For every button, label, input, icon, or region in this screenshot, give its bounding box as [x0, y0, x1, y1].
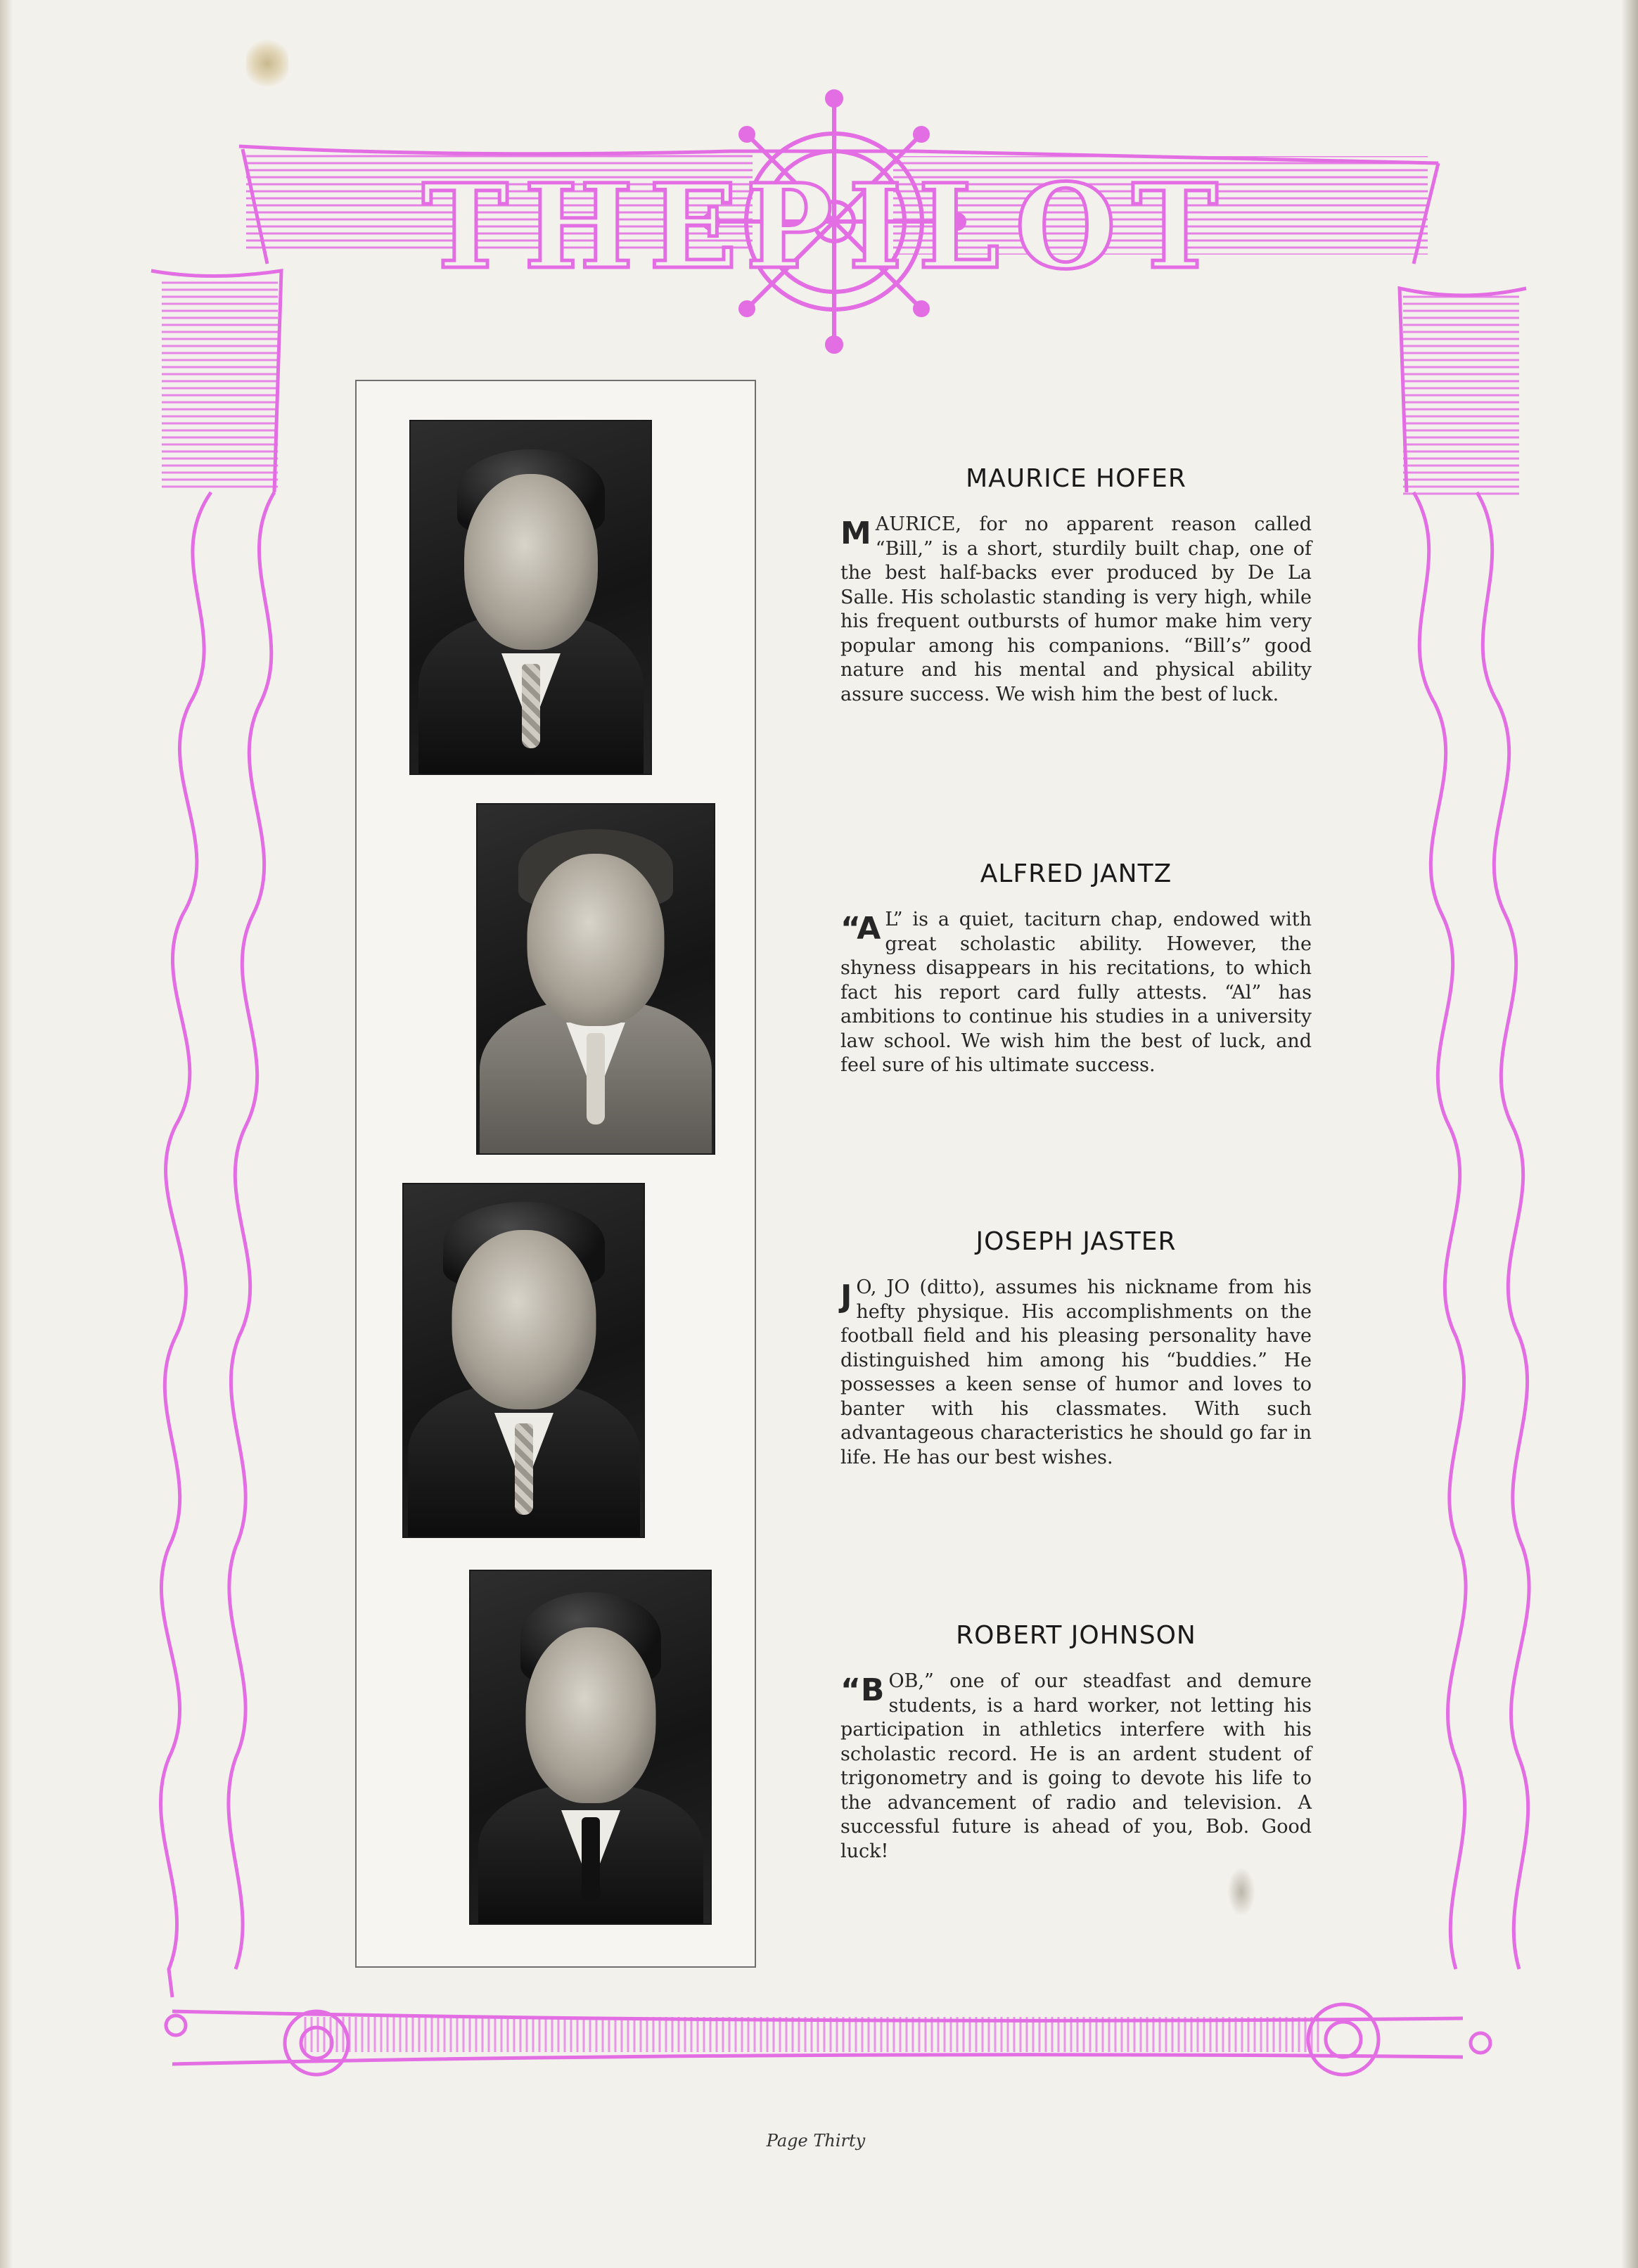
student-name: JOSEPH JASTER	[975, 1227, 1177, 1256]
bio-joseph-jaster	[840, 1227, 1312, 1470]
drop-cap: M	[840, 515, 871, 551]
bio-alfred-jantz	[840, 859, 1312, 1078]
bio-text	[840, 513, 1312, 707]
bio-maurice-hofer	[840, 464, 1312, 707]
student-name: MAURICE HOFER	[966, 464, 1186, 493]
portrait-photo-maurice-hofer	[409, 420, 652, 775]
drop-cap: “B	[840, 1672, 885, 1708]
drop-cap: “A	[840, 911, 881, 947]
bio-robert-johnson	[840, 1621, 1312, 1864]
student-name: ALFRED JANTZ	[980, 859, 1172, 888]
bio-body: L” is a quiet, taciturn chap, endowed with great scholastic ability. However, the shyness disappears in his recitations, to which fact his report card fully attests. “Al” has ambitions to continue his studies in a university law school. We wish him the best of luck, and feel sure of his ultimate success.	[840, 909, 1312, 1076]
student-name: ROBERT JOHNSON	[956, 1621, 1196, 1650]
portrait-photo-alfred-jantz	[476, 803, 715, 1155]
page-number: Page Thirty	[766, 2131, 866, 2151]
publication-title	[422, 158, 1234, 295]
portrait-photo-joseph-jaster	[402, 1183, 645, 1538]
portrait-panel	[355, 380, 756, 1968]
bio-text	[840, 1276, 1312, 1470]
bio-text	[840, 1670, 1312, 1864]
title-word-pilot: PILOT	[746, 158, 1234, 295]
bio-body: AURICE, for no apparent reason called “Bill,” is a short, sturdily built chap, one of the best half-backs ever produced by De La Salle. His scholastic standing is very high, while his frequent outbursts of humor make him very popular among his companions. “Bill’s” good nature and his mental and physical ability assure success. We wish him the best of luck.	[840, 513, 1312, 705]
portrait-photo-robert-johnson	[469, 1570, 712, 1925]
bio-text	[840, 908, 1312, 1078]
bio-body: OB,” one of our steadfast and demure students, is a hard worker, not letting his participation in athletics interfere with his scholastic record. He is an ardent student of trigonometry and is going to devote his life to the advancement of radio and television. A successful future is ahead of you, Bob. Good luck!	[840, 1670, 1312, 1862]
bio-body: O, JO (ditto), assumes his nickname from his hefty physique. His accomplishments on the football field and his pleasing personality have distinguished him among his “buddies.” He possesses a keen sense of humor and loves to banter with his classmates. With such advantageous characteristics he should go far in life. He has our best wishes.	[840, 1276, 1312, 1468]
drop-cap: J	[840, 1279, 852, 1314]
title-word-the: THE	[422, 158, 753, 295]
